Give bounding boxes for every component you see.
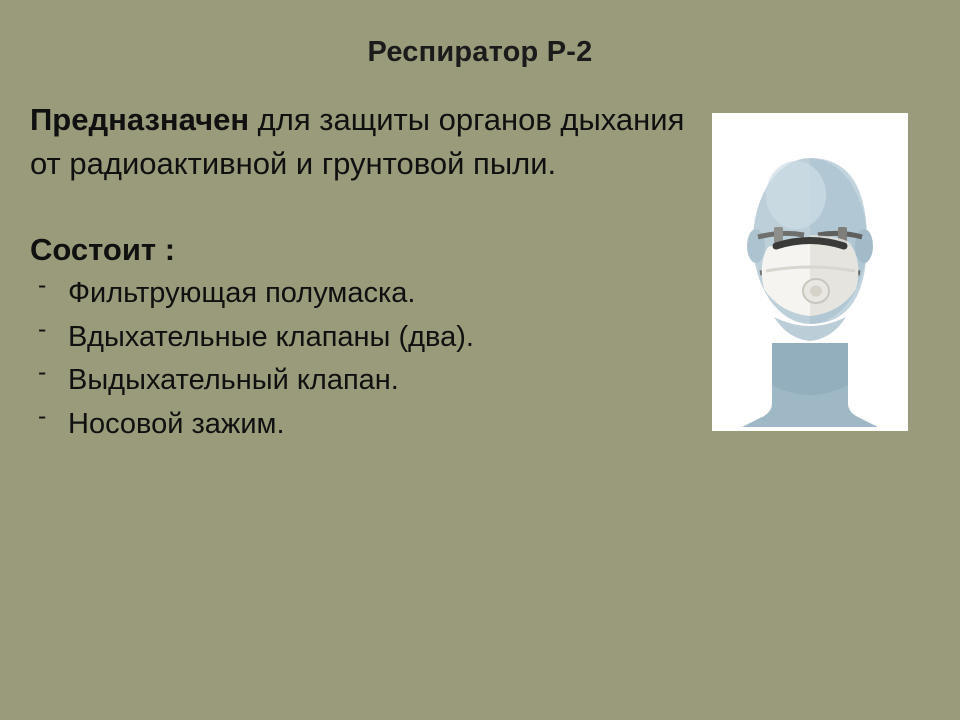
intro-paragraph-rest: для защиты органов дыхания от радиоактивной и грунтовой пыли. bbox=[30, 102, 685, 182]
components-list bbox=[30, 272, 690, 446]
list-item-label: Вдыхательные клапаны (два). bbox=[68, 320, 474, 353]
list-item bbox=[30, 359, 690, 403]
list-item-label: Носовой зажим. bbox=[68, 407, 285, 440]
dash-bullet-icon: - bbox=[38, 401, 47, 430]
list-item-label: Выдыхательный клапан. bbox=[68, 364, 399, 397]
dash-bullet-icon: - bbox=[38, 271, 47, 300]
intro-paragraph bbox=[30, 98, 690, 186]
slide-body bbox=[30, 98, 690, 446]
page-title: Респиратор Р-2 bbox=[367, 36, 593, 68]
dash-bullet-icon: - bbox=[38, 358, 47, 387]
list-item-label: Фильтрующая полумаска. bbox=[68, 277, 416, 310]
list-item bbox=[30, 272, 690, 316]
intro-lead-word: Предназначен bbox=[30, 102, 250, 137]
list-item bbox=[30, 403, 690, 447]
dash-bullet-icon: - bbox=[38, 314, 47, 343]
section-heading: Состоит : bbox=[30, 232, 176, 268]
respirator-photo bbox=[712, 113, 908, 431]
list-item bbox=[30, 316, 690, 360]
